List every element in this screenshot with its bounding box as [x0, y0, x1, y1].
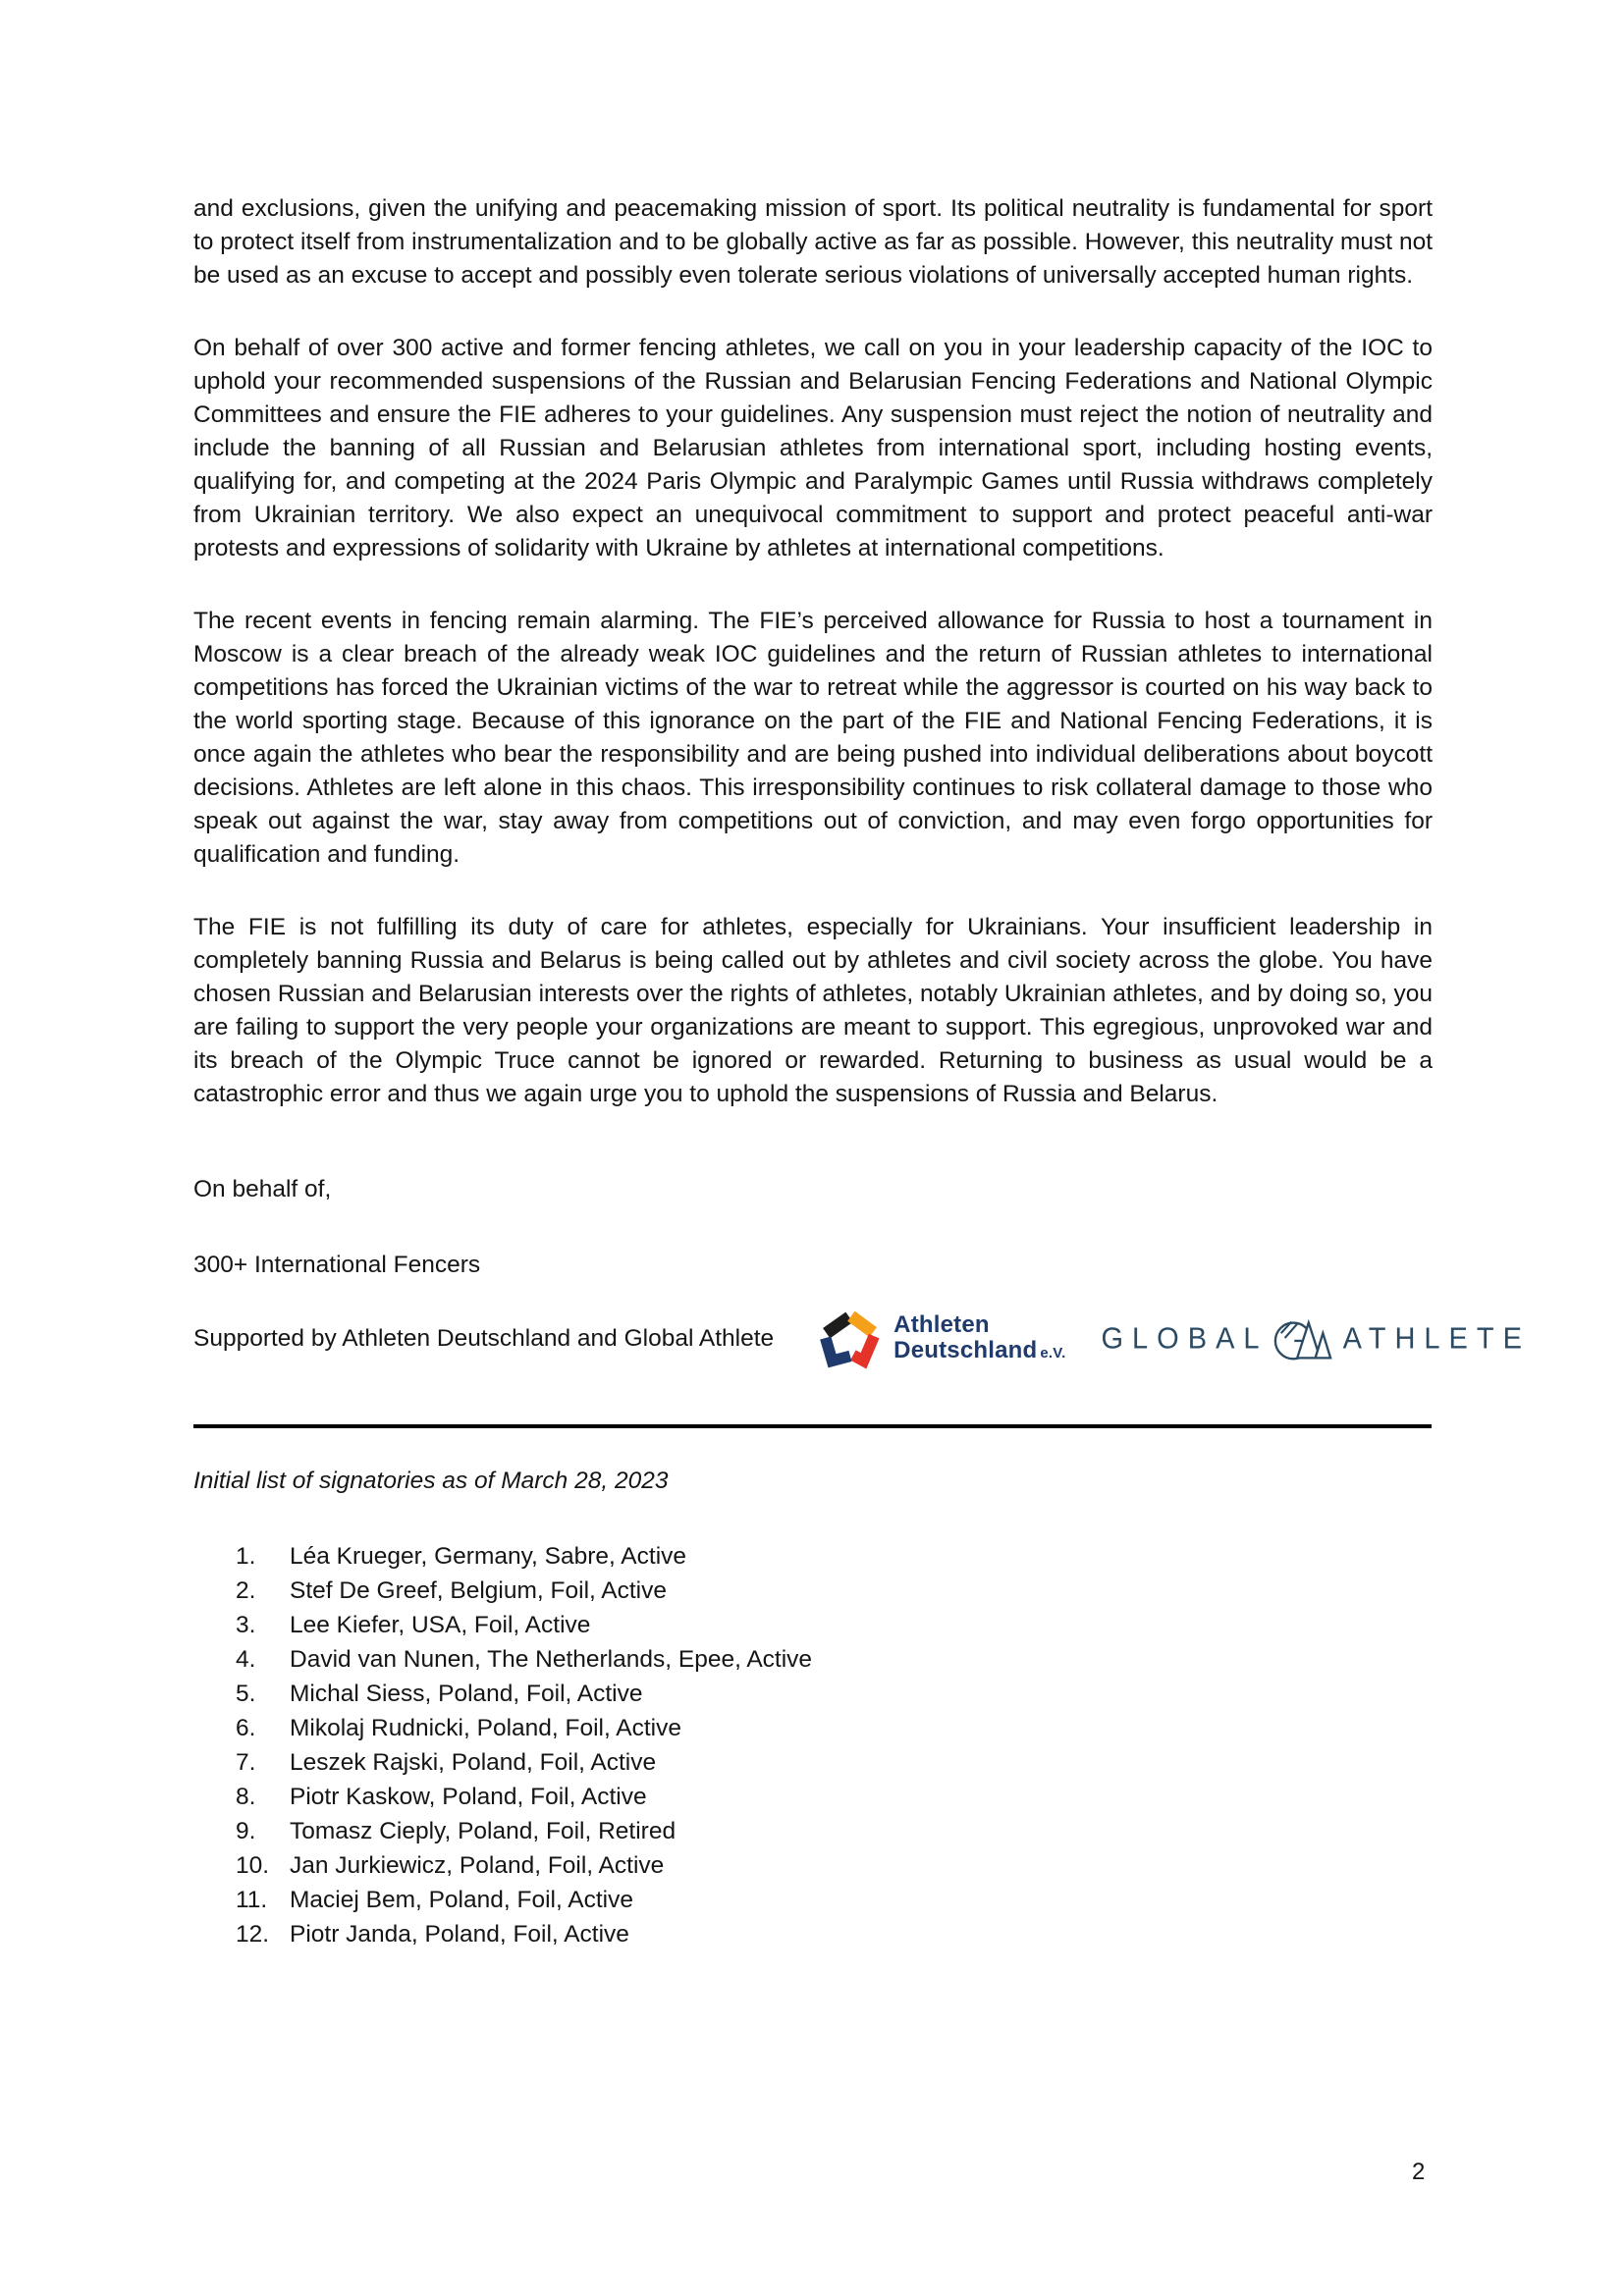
list-item-number: 1. — [236, 1543, 256, 1570]
list-item — [193, 1574, 1433, 1608]
list-item-text: Piotr Janda, Poland, Foil, Active — [290, 1921, 629, 1948]
list-item — [193, 1677, 1433, 1711]
list-item-number: 10. — [236, 1852, 270, 1879]
athleten-deutschland-wordmark — [893, 1312, 1065, 1366]
list-item — [193, 1711, 1433, 1745]
closing-line: On behalf of, — [193, 1176, 332, 1202]
athleten-deutschland-logo — [815, 1308, 1065, 1369]
list-item-text: Michal Siess, Poland, Foil, Active — [290, 1681, 643, 1707]
signatories-heading: Initial list of signatories as of March 28, 2023 — [193, 1468, 669, 1494]
list-item-number: 9. — [236, 1818, 256, 1844]
athleten-deutschland-mark-icon — [815, 1308, 882, 1369]
athleten-deutschland-line1: Athleten — [893, 1310, 990, 1338]
list-item-number: 11. — [236, 1887, 268, 1913]
global-athlete-logo — [1102, 1311, 1531, 1366]
list-item-text: Leszek Rajski, Poland, Foil, Active — [290, 1749, 657, 1776]
list-item-text: Stef De Greef, Belgium, Foil, Active — [290, 1577, 667, 1604]
list-item — [193, 1848, 1433, 1883]
list-item — [193, 1814, 1433, 1848]
list-item-text: Mikolaj Rudnicki, Poland, Foil, Active — [290, 1715, 681, 1741]
list-item — [193, 1917, 1433, 1951]
list-item-number: 8. — [236, 1784, 256, 1810]
list-item — [193, 1642, 1433, 1677]
list-item-text: Tomasz Cieply, Poland, Foil, Retired — [290, 1818, 677, 1844]
paragraph-4: The FIE is not fulfilling its duty of care for athletes, especially for Ukrainians. Your insufficient leadership in completely banning Russia and Belarus is being called out by athletes and civil society across the globe. You have chosen Russian and Belarusian interests over the rights of athletes, notably Ukrainian athletes, and by doing so, you are failing to support the very people your organizations are meant to support. This egregious, unprovoked war and its breach of the Olympic Truce cannot be ignored or rewarded. Returning to business as usual would be a catastrophic error and thus we again urge you to uphold the suspensions of Russia and Belarus. — [193, 914, 1433, 1107]
global-athlete-word-athlete: ATHLETE — [1342, 1321, 1531, 1356]
list-item-number: 2. — [236, 1577, 256, 1604]
list-item-number: 6. — [236, 1715, 256, 1741]
paragraph-2: On behalf of over 300 active and former fencing athletes, we call on you in your leadership capacity of the IOC to uphold your recommended suspensions of the Russian and Belarusian Fencing Federations and National Olympic Committees and ensure the FIE adheres to your guidelines. Any suspension must reject the notion of neutrality and include the banning of all Russian and Belarusian athletes from international sport, including hosting events, qualifying for, and competing at the 2024 Paris Olympic and Paralympic Games until Russia withdraws completely from Ukrainian territory. We also expect an unequivocal commitment to support and protect peaceful anti-war protests and expressions of solidarity with Ukraine by athletes at international competitions. — [193, 335, 1433, 561]
page-number: 2 — [1412, 2159, 1426, 2185]
list-item-text: Piotr Kaskow, Poland, Foil, Active — [290, 1784, 647, 1810]
global-athlete-monogram-icon — [1272, 1311, 1333, 1366]
paragraph-3: The recent events in fencing remain alarming. The FIE’s perceived allowance for Russia to host a tournament in Moscow is a clear breach of the already weak IOC guidelines and the return of Russian athletes to international competitions has forced the Ukrainian victims of the war to retreat while the aggressor is courted on his way back to the world sporting stage. Because of this ignorance on the part of the FIE and National Fencing Federations, it is once again the athletes who bear the responsibility and are being pushed into individual deliberations about boycott decisions. Athletes are left alone in this chaos. This irresponsibility continues to risk collateral damage to those who speak out against the war, stay away from competitions out of conviction, and may even forgo opportunities for qualification and funding. — [193, 608, 1433, 868]
list-item-number: 4. — [236, 1646, 256, 1673]
horizontal-divider — [193, 1424, 1432, 1428]
signatories-list — [193, 1539, 1433, 1951]
list-item — [193, 1883, 1433, 1917]
list-item-number: 7. — [236, 1749, 256, 1776]
athleten-deutschland-suffix: e.V. — [1040, 1344, 1066, 1362]
list-item-text: David van Nunen, The Netherlands, Epee, Active — [290, 1646, 813, 1673]
signatory-count-line: 300+ International Fencers — [193, 1252, 481, 1278]
list-item-number: 3. — [236, 1612, 256, 1638]
list-item — [193, 1745, 1433, 1780]
global-athlete-word-global: GLOBAL — [1101, 1321, 1269, 1356]
paragraph-1: and exclusions, given the unifying and peacemaking mission of sport. Its political neutrality is fundamental for sport to protect itself from instrumentalization and to be globally active as far as possible. However, this neutrality must not be used as an excuse to accept and possibly even tolerate serious violations of universally accepted human rights. — [193, 195, 1433, 289]
list-item-text: Lee Kiefer, USA, Foil, Active — [290, 1612, 591, 1638]
list-item-text: Léa Krueger, Germany, Sabre, Active — [290, 1543, 687, 1570]
supported-by-row — [193, 1298, 1531, 1380]
athleten-deutschland-line2: Deutschland e.V. — [893, 1336, 1066, 1363]
list-item-number: 5. — [236, 1681, 256, 1707]
list-item — [193, 1608, 1433, 1642]
letter-body — [193, 192, 1531, 1951]
list-item — [193, 1780, 1433, 1814]
list-item-number: 12. — [236, 1921, 270, 1948]
list-item-text: Maciej Bem, Poland, Foil, Active — [290, 1887, 633, 1913]
supported-by-text: Supported by Athleten Deutschland and Global Athlete — [193, 1325, 775, 1352]
list-item — [193, 1539, 1433, 1574]
list-item-text: Jan Jurkiewicz, Poland, Foil, Active — [290, 1852, 665, 1879]
